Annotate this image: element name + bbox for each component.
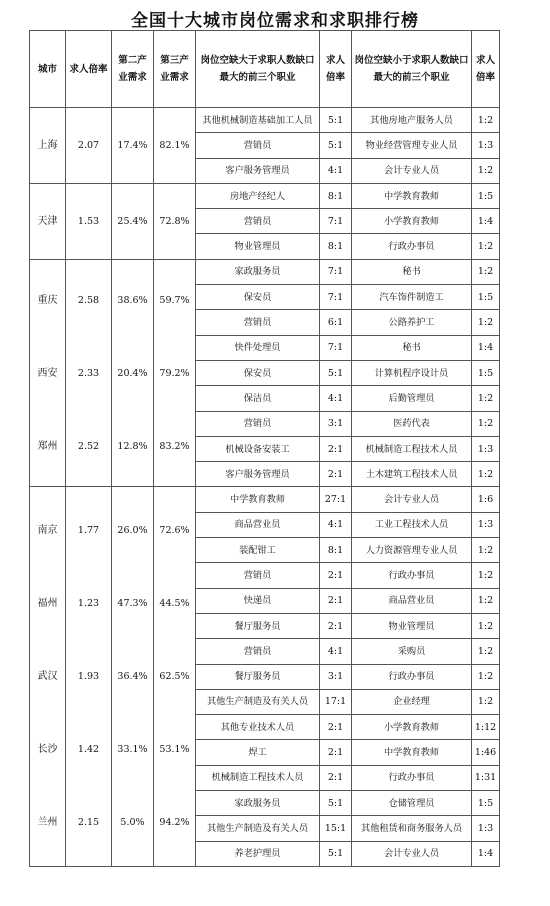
- surplus-ratio-cell: 1:2: [472, 234, 500, 259]
- page-title: 全国十大城市岗位需求和求职排行榜: [131, 11, 419, 31]
- header-shortage-ratio: 求人倍率: [320, 31, 352, 108]
- secondary-share-cell: 25.4%: [112, 183, 154, 259]
- surplus-occupation-cell: 会计专业人员: [352, 841, 472, 866]
- header-surplus-ratio: 求人倍率: [472, 31, 500, 108]
- surplus-occupation-cell: 后勤管理员: [352, 386, 472, 411]
- surplus-occupation-cell: 商品营业员: [352, 588, 472, 613]
- shortage-occupation-cell: 房地产经纪人: [196, 183, 320, 208]
- shortage-ratio-cell: 2:1: [320, 715, 352, 740]
- shortage-ratio-cell: 5:1: [320, 841, 352, 866]
- surplus-occupation-cell: 会计专业人员: [352, 158, 472, 183]
- surplus-occupation-cell: 物业经营管理专业人员: [352, 133, 472, 158]
- surplus-ratio-cell: 1:3: [472, 816, 500, 841]
- surplus-occupation-cell: 其他房地产服务人员: [352, 108, 472, 133]
- shortage-ratio-cell: 2:1: [320, 765, 352, 790]
- surplus-ratio-cell: 1:4: [472, 841, 500, 866]
- surplus-occupation-cell: 行政办事员: [352, 563, 472, 588]
- shortage-occupation-cell: 家政服务员: [196, 791, 320, 816]
- shortage-ratio-cell: 2:1: [320, 740, 352, 765]
- job-ranking-table: [29, 30, 500, 867]
- shortage-occupation-cell: 客户服务管理员: [196, 462, 320, 487]
- surplus-occupation-cell: 医药代表: [352, 411, 472, 436]
- shortage-ratio-cell: 7:1: [320, 285, 352, 310]
- surplus-ratio-cell: 1:31: [472, 765, 500, 790]
- surplus-occupation-cell: 秘书: [352, 335, 472, 360]
- shortage-occupation-cell: 其他机械制造基础加工人员: [196, 108, 320, 133]
- shortage-occupation-cell: 装配钳工: [196, 538, 320, 563]
- surplus-occupation-cell: 其他租赁和商务服务人员: [352, 816, 472, 841]
- shortage-occupation-cell: 家政服务员: [196, 259, 320, 284]
- surplus-ratio-cell: 1:3: [472, 133, 500, 158]
- shortage-ratio-cell: 2:1: [320, 462, 352, 487]
- surplus-ratio-cell: 1:12: [472, 715, 500, 740]
- surplus-occupation-cell: 公路养护工: [352, 310, 472, 335]
- city-ratio-cell: 1.53: [66, 183, 112, 259]
- shortage-occupation-cell: 焊工: [196, 740, 320, 765]
- shortage-ratio-cell: 17:1: [320, 689, 352, 714]
- header-row: [30, 31, 500, 108]
- surplus-ratio-cell: 1:2: [472, 664, 500, 689]
- city-cell: 上海: [30, 108, 66, 184]
- shortage-ratio-cell: 6:1: [320, 310, 352, 335]
- shortage-occupation-cell: 机械制造工程技术人员: [196, 765, 320, 790]
- surplus-occupation-cell: 物业管理员: [352, 613, 472, 638]
- surplus-occupation-cell: 行政办事员: [352, 234, 472, 259]
- shortage-ratio-cell: 3:1: [320, 411, 352, 436]
- surplus-ratio-cell: 1:2: [472, 462, 500, 487]
- secondary-share-cell: 38.6% 20.4% 12.8%: [112, 259, 154, 487]
- shortage-ratio-cell: 8:1: [320, 183, 352, 208]
- surplus-ratio-cell: 1:2: [472, 158, 500, 183]
- shortage-ratio-cell: 2:1: [320, 436, 352, 461]
- header-surplus-occupations: 岗位空缺小于求职人数缺口最大的前三个职业: [352, 31, 472, 108]
- surplus-ratio-cell: 1:2: [472, 411, 500, 436]
- city-ratio-cell: 1.77 1.23 1.93 1.42 2.15: [66, 487, 112, 866]
- surplus-ratio-cell: 1:5: [472, 183, 500, 208]
- shortage-occupation-cell: 餐厅服务员: [196, 664, 320, 689]
- shortage-ratio-cell: 5:1: [320, 108, 352, 133]
- shortage-occupation-cell: 快递员: [196, 588, 320, 613]
- shortage-occupation-cell: 中学教育教师: [196, 487, 320, 512]
- shortage-ratio-cell: 4:1: [320, 512, 352, 537]
- secondary-share-cell: 26.0% 47.3% 36.4% 33.1% 5.0%: [112, 487, 154, 866]
- surplus-ratio-cell: 1:2: [472, 563, 500, 588]
- surplus-ratio-cell: 1:4: [472, 209, 500, 234]
- header-secondary: 第二产业需求: [112, 31, 154, 108]
- surplus-ratio-cell: 1:3: [472, 436, 500, 461]
- shortage-ratio-cell: 2:1: [320, 613, 352, 638]
- shortage-ratio-cell: 3:1: [320, 664, 352, 689]
- shortage-ratio-cell: 4:1: [320, 158, 352, 183]
- table-body: [30, 108, 500, 867]
- shortage-ratio-cell: 5:1: [320, 791, 352, 816]
- shortage-ratio-cell: 8:1: [320, 234, 352, 259]
- shortage-occupation-cell: 其他专业技术人员: [196, 715, 320, 740]
- surplus-occupation-cell: 企业经理: [352, 689, 472, 714]
- shortage-occupation-cell: 商品营业员: [196, 512, 320, 537]
- header-city: 城市: [30, 31, 66, 108]
- shortage-occupation-cell: 物业管理员: [196, 234, 320, 259]
- shortage-occupation-cell: 快件处理员: [196, 335, 320, 360]
- surplus-occupation-cell: 中学教育教师: [352, 740, 472, 765]
- shortage-ratio-cell: 15:1: [320, 816, 352, 841]
- surplus-ratio-cell: 1:4: [472, 335, 500, 360]
- shortage-occupation-cell: 机械设备安装工: [196, 436, 320, 461]
- surplus-ratio-cell: 1:46: [472, 740, 500, 765]
- surplus-ratio-cell: 1:5: [472, 285, 500, 310]
- shortage-ratio-cell: 27:1: [320, 487, 352, 512]
- surplus-occupation-cell: 行政办事员: [352, 664, 472, 689]
- city-cell: 重庆 西安 郑州: [30, 259, 66, 487]
- shortage-occupation-cell: 营销员: [196, 310, 320, 335]
- shortage-occupation-cell: 保安员: [196, 285, 320, 310]
- header-ratio: 求人倍率: [66, 31, 112, 108]
- shortage-ratio-cell: 4:1: [320, 386, 352, 411]
- city-cell: 天津: [30, 183, 66, 259]
- shortage-ratio-cell: 2:1: [320, 588, 352, 613]
- surplus-occupation-cell: 汽车饰件制造工: [352, 285, 472, 310]
- table-row: [30, 487, 500, 512]
- shortage-occupation-cell: 营销员: [196, 411, 320, 436]
- shortage-occupation-cell: 营销员: [196, 209, 320, 234]
- shortage-occupation-cell: 保洁员: [196, 386, 320, 411]
- tertiary-share-cell: 72.8%: [154, 183, 196, 259]
- tertiary-share-cell: 82.1%: [154, 108, 196, 184]
- shortage-occupation-cell: 营销员: [196, 563, 320, 588]
- surplus-occupation-cell: 秘书: [352, 259, 472, 284]
- header-tertiary: 第三产业需求: [154, 31, 196, 108]
- city-ratio-cell: 2.07: [66, 108, 112, 184]
- surplus-ratio-cell: 1:2: [472, 310, 500, 335]
- shortage-ratio-cell: 7:1: [320, 259, 352, 284]
- shortage-ratio-cell: 7:1: [320, 335, 352, 360]
- shortage-ratio-cell: 2:1: [320, 563, 352, 588]
- shortage-occupation-cell: 其他生产制造及有关人员: [196, 689, 320, 714]
- surplus-occupation-cell: 仓储管理员: [352, 791, 472, 816]
- shortage-ratio-cell: 8:1: [320, 538, 352, 563]
- shortage-occupation-cell: 营销员: [196, 133, 320, 158]
- shortage-ratio-cell: 7:1: [320, 209, 352, 234]
- header-shortage-occupations: 岗位空缺大于求职人数缺口最大的前三个职业: [196, 31, 320, 108]
- surplus-occupation-cell: 小学教育教师: [352, 715, 472, 740]
- shortage-occupation-cell: 保安员: [196, 360, 320, 385]
- surplus-ratio-cell: 1:2: [472, 613, 500, 638]
- shortage-occupation-cell: 养老护理员: [196, 841, 320, 866]
- table-row: [30, 259, 500, 284]
- surplus-occupation-cell: 小学教育教师: [352, 209, 472, 234]
- city-cell: 南京 福州 武汉 长沙 兰州: [30, 487, 66, 866]
- surplus-ratio-cell: 1:2: [472, 689, 500, 714]
- surplus-occupation-cell: 计算机程序设计员: [352, 360, 472, 385]
- tertiary-share-cell: 72.6% 44.5% 62.5% 53.1% 94.2%: [154, 487, 196, 866]
- shortage-occupation-cell: 营销员: [196, 639, 320, 664]
- surplus-occupation-cell: 会计专业人员: [352, 487, 472, 512]
- city-ratio-cell: 2.58 2.33 2.52: [66, 259, 112, 487]
- surplus-occupation-cell: 工业工程技术人员: [352, 512, 472, 537]
- surplus-occupation-cell: 人力资源管理专业人员: [352, 538, 472, 563]
- surplus-ratio-cell: 1:2: [472, 538, 500, 563]
- surplus-ratio-cell: 1:2: [472, 259, 500, 284]
- tertiary-share-cell: 59.7% 79.2% 83.2%: [154, 259, 196, 487]
- shortage-occupation-cell: 客户服务管理员: [196, 158, 320, 183]
- shortage-occupation-cell: 其他生产制造及有关人员: [196, 816, 320, 841]
- surplus-occupation-cell: 行政办事员: [352, 765, 472, 790]
- surplus-occupation-cell: 中学教育教师: [352, 183, 472, 208]
- surplus-ratio-cell: 1:5: [472, 360, 500, 385]
- shortage-occupation-cell: 餐厅服务员: [196, 613, 320, 638]
- surplus-occupation-cell: 机械制造工程技术人员: [352, 436, 472, 461]
- surplus-occupation-cell: 土木建筑工程技术人员: [352, 462, 472, 487]
- secondary-share-cell: 17.4%: [112, 108, 154, 184]
- surplus-occupation-cell: 采购员: [352, 639, 472, 664]
- surplus-ratio-cell: 1:5: [472, 791, 500, 816]
- surplus-ratio-cell: 1:3: [472, 512, 500, 537]
- shortage-ratio-cell: 5:1: [320, 133, 352, 158]
- surplus-ratio-cell: 1:2: [472, 108, 500, 133]
- surplus-ratio-cell: 1:2: [472, 588, 500, 613]
- table-row: [30, 108, 500, 133]
- surplus-ratio-cell: 1:2: [472, 386, 500, 411]
- surplus-ratio-cell: 1:2: [472, 639, 500, 664]
- surplus-ratio-cell: 1:6: [472, 487, 500, 512]
- table-row: [30, 183, 500, 208]
- shortage-ratio-cell: 4:1: [320, 639, 352, 664]
- shortage-ratio-cell: 5:1: [320, 360, 352, 385]
